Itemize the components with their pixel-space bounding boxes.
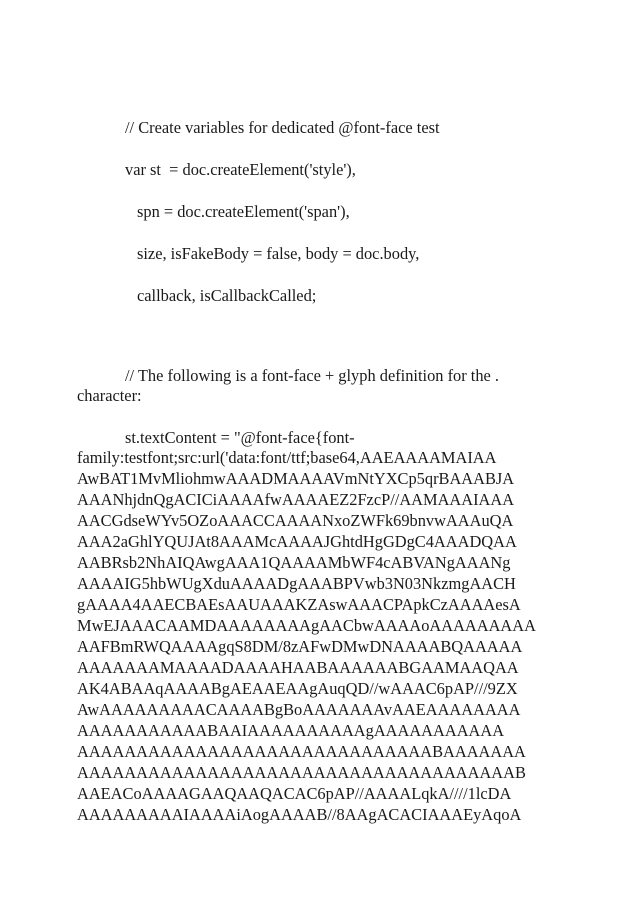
base64-line: AwBAT1MvMliohmwAAADMAAAAVmNtYXCp5qrBAAABJA — [77, 469, 515, 488]
base64-line: AAAAAAAAAIAAAAiAogAAAAB//8AAgACACIAAAEyAqoA — [77, 805, 522, 824]
base64-line: AAAAIG5hbWUgXduAAAADgAAABPVwb3N03NkzmgAACH — [77, 574, 516, 593]
base64-line: AABRsb2NhAIQAwgAAA1QAAAAMbWF4cABVANgAAANg — [77, 553, 511, 572]
code-line: family:testfont;src:url('data:font/ttf;base64,AAEAAAAMAIAA — [77, 448, 497, 467]
code-line: st.textContent = "@font-face{font- — [125, 428, 355, 447]
code-line: callback, isCallbackCalled; — [137, 286, 317, 305]
base64-line: AAAAAAAAAAAAAAAAAAAAAAAAAAAAAAAAAAAAAB — [77, 763, 526, 782]
base64-line: AAAAAAAAAAABAAIAAAAAAAAAAgAAAAAAAAAAA — [77, 721, 505, 740]
base64-line: gAAAA4AAECBAEsAAUAAAKZAswAAACPApkCzAAAAesA — [77, 595, 521, 614]
code-comment-line: // The following is a font-face + glyph definition for the . — [125, 366, 499, 385]
code-line: spn = doc.createElement('span'), — [137, 202, 350, 221]
base64-line: AAEACoAAAAGAAQAAQACAC6pAP//AAAALqkA////1lcDA — [77, 784, 512, 803]
base64-line: AAAAAAAMAAAADAAAAHAABAAAAAABGAAMAAQAA — [77, 658, 519, 677]
code-line: size, isFakeBody = false, body = doc.body, — [137, 244, 420, 263]
base64-line: AAANhjdnQgACICiAAAAfwAAAAEZ2FzcP//AAMAAAIAAA — [77, 490, 515, 509]
code-line: var st = doc.createElement('style'), — [125, 160, 356, 179]
base64-line: AAAAAAAAAAAAAAAAAAAAAAAAAAAAAABAAAAAAA — [77, 742, 526, 761]
base64-line: MwEJAAACAAMDAAAAAAAAgAACbwAAAAoAAAAAAAAA — [77, 616, 536, 635]
base64-line: AAA2aGhlYQUJAt8AAAMcAAAAJGhtdHgGDgC4AAADQAA — [77, 532, 517, 551]
base64-line: AAFBmRWQAAAAgqS8DM/8zAFwDMwDNAAAABQAAAAA — [77, 637, 523, 656]
code-line: character: — [77, 386, 142, 405]
code-comment-line: // Create variables for dedicated @font-face test — [125, 118, 440, 137]
base64-line: AK4ABAAqAAAABgAEAAEAAgAuqQD//wAAAC6pAP///9ZX — [77, 679, 518, 698]
base64-line: AACGdseWYv5OZoAAACCAAAANxoZWFk69bnvwAAAuQA — [77, 511, 514, 530]
base64-line: AwAAAAAAAAACAAAABgBoAAAAAAAvAAEAAAAAAAA — [77, 700, 521, 719]
